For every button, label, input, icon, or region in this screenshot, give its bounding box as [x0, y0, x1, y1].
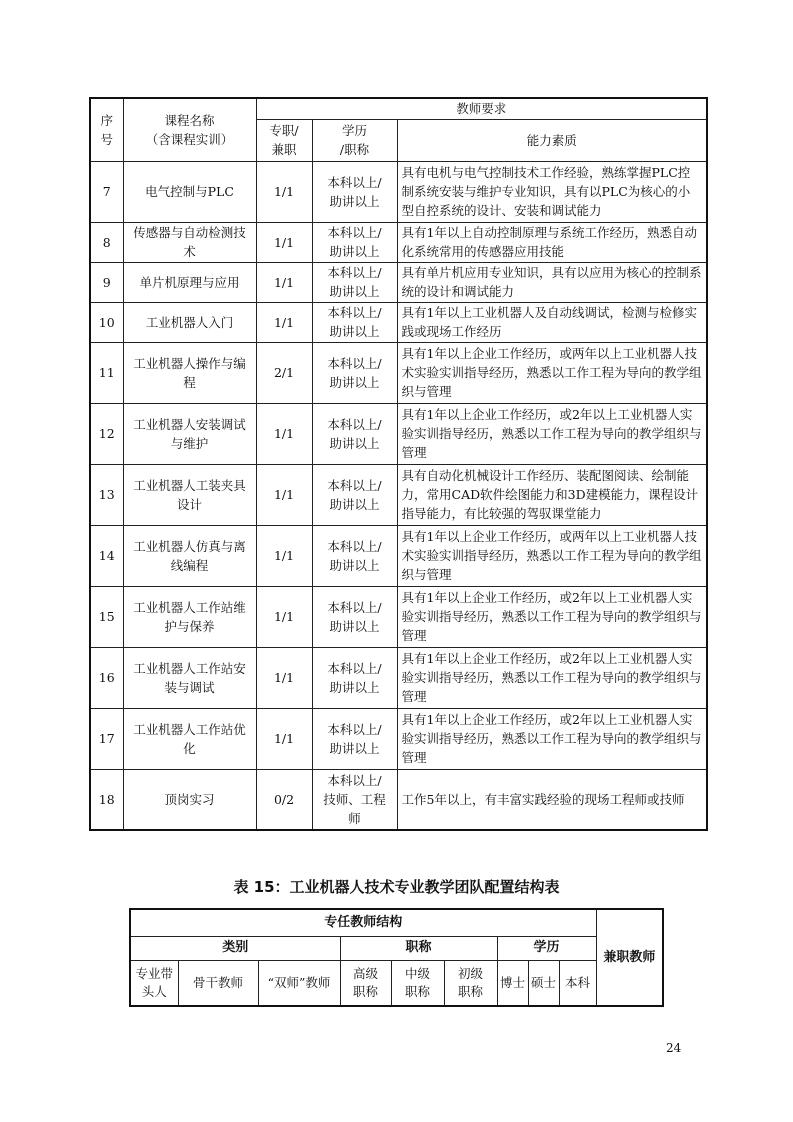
row-ability: 具有1年以上企业工作经历，或2年以上工业机器人实验实训指导经历，熟悉以工作工程为导向的教学组织与管理 — [397, 586, 707, 647]
sub-header: “双师”教师 — [258, 960, 340, 1006]
row-ratio: 1/1 — [256, 262, 312, 302]
row-index: 16 — [90, 647, 123, 708]
sub-header: 专业带 头人 — [130, 960, 178, 1006]
table-row — [90, 403, 707, 464]
row-index: 9 — [90, 262, 123, 302]
table-row — [90, 647, 707, 708]
row-index: 10 — [90, 302, 123, 342]
row-ratio: 1/1 — [256, 525, 312, 586]
table-row — [90, 222, 707, 262]
row-course: 单片机原理与应用 — [123, 262, 256, 302]
header-ratio: 专职/ 兼职 — [256, 119, 312, 161]
row-index: 17 — [90, 708, 123, 769]
row-index: 8 — [90, 222, 123, 262]
table-row — [90, 262, 707, 302]
row-course: 工业机器人工作站安 装与调试 — [123, 647, 256, 708]
header-course: 课程名称 （含课程实训） — [123, 98, 256, 161]
row-edu: 本科以上/ 技师、工程 师 — [312, 769, 397, 830]
row-edu: 本科以上/ 助讲以上 — [312, 342, 397, 403]
sub-header: 初级 职称 — [444, 960, 497, 1006]
table-row — [90, 769, 707, 830]
full-time-header: 专任教师结构 — [130, 909, 596, 936]
row-index: 14 — [90, 525, 123, 586]
row-edu: 本科以上/ 助讲以上 — [312, 222, 397, 262]
row-course: 顶岗实习 — [123, 769, 256, 830]
part-time-header: 兼职教师 — [596, 909, 663, 1006]
row-course: 电气控制与PLC — [123, 161, 256, 222]
row-edu: 本科以上/ 助讲以上 — [312, 647, 397, 708]
row-course: 工业机器人操作与编 程 — [123, 342, 256, 403]
row-ability: 具有电机与电气控制技术工作经验，熟练掌握PLC控制系统安装与维护专业知识，具有以PLC为核心的小型自控系统的设计、安装和调试能力 — [397, 161, 707, 222]
row-edu: 本科以上/ 助讲以上 — [312, 586, 397, 647]
degree-header: 学历 — [497, 936, 596, 960]
row-ability: 具有1年以上工业机器人及自动线调试，检测与检修实践或现场工作经历 — [397, 302, 707, 342]
row-index: 15 — [90, 586, 123, 647]
row-ability: 具有1年以上企业工作经历，或两年以上工业机器人技术实验实训指导经历，熟悉以工作工程为导向的教学组织与管理 — [397, 525, 707, 586]
sub-header: 本科 — [559, 960, 596, 1006]
row-ability: 具有1年以上企业工作经历，或2年以上工业机器人实验实训指导经历，熟悉以工作工程为导向的教学组织与管理 — [397, 647, 707, 708]
teacher-requirements-table — [89, 97, 708, 831]
table-caption: 表 15：工业机器人技术专业教学团队配置结构表 — [233, 878, 560, 896]
row-edu: 本科以上/ 助讲以上 — [312, 302, 397, 342]
sub-header: 博士 — [497, 960, 528, 1006]
row-index: 7 — [90, 161, 123, 222]
header-ability: 能力素质 — [397, 119, 707, 161]
row-ability: 工作5年以上，有丰富实践经验的现场工程师或技师 — [397, 769, 707, 830]
row-ratio: 1/1 — [256, 161, 312, 222]
row-edu: 本科以上/ 助讲以上 — [312, 403, 397, 464]
row-ratio: 1/1 — [256, 708, 312, 769]
header-edu: 学历 /职称 — [312, 119, 397, 161]
row-ratio: 2/1 — [256, 342, 312, 403]
row-ratio: 1/1 — [256, 222, 312, 262]
row-edu: 本科以上/ 助讲以上 — [312, 525, 397, 586]
row-edu: 本科以上/ 助讲以上 — [312, 161, 397, 222]
row-ability: 具有1年以上企业工作经历，或两年以上工业机器人技术实验实训指导经历，熟悉以工作工程为导向的教学组织与管理 — [397, 342, 707, 403]
row-ability: 具有单片机应用专业知识，具有以应用为核心的控制系统的设计和调试能力 — [397, 262, 707, 302]
category-header: 类别 — [130, 936, 340, 960]
row-ratio: 1/1 — [256, 464, 312, 525]
row-course: 工业机器人安装调试 与维护 — [123, 403, 256, 464]
row-course: 工业机器人工装夹具 设计 — [123, 464, 256, 525]
row-course: 工业机器人仿真与离 线编程 — [123, 525, 256, 586]
row-ability: 具有1年以上企业工作经历，或2年以上工业机器人实验实训指导经历，熟悉以工作工程为导向的教学组织与管理 — [397, 403, 707, 464]
page-number: 24 — [666, 1041, 682, 1055]
row-ratio: 1/1 — [256, 403, 312, 464]
sub-header: 骨干教师 — [178, 960, 258, 1006]
row-ability: 具有自动化机械设计工作经历、装配图阅读、绘制能力，常用CAD软件绘图能力和3D建模能力，课程设计指导能力，有比较强的驾驭课堂能力 — [397, 464, 707, 525]
row-index: 13 — [90, 464, 123, 525]
row-edu: 本科以上/ 助讲以上 — [312, 708, 397, 769]
row-course: 工业机器人工作站维 护与保养 — [123, 586, 256, 647]
row-course: 工业机器人入门 — [123, 302, 256, 342]
sub-header: 硕士 — [528, 960, 559, 1006]
title-header: 职称 — [340, 936, 497, 960]
row-edu: 本科以上/ 助讲以上 — [312, 262, 397, 302]
table-row — [90, 464, 707, 525]
table-row — [90, 161, 707, 222]
row-ability: 具有1年以上自动控制原理与系统工作经历，熟悉自动化系统常用的传感器应用技能 — [397, 222, 707, 262]
table-row — [90, 342, 707, 403]
row-ability: 具有1年以上企业工作经历，或2年以上工业机器人实验实训指导经历，熟悉以工作工程为导向的教学组织与管理 — [397, 708, 707, 769]
row-ratio: 1/1 — [256, 586, 312, 647]
sub-header: 高级 职称 — [340, 960, 391, 1006]
table-row — [90, 708, 707, 769]
row-index: 12 — [90, 403, 123, 464]
row-index: 11 — [90, 342, 123, 403]
team-structure-table — [129, 908, 664, 1007]
header-teacher-req: 教师要求 — [256, 98, 707, 119]
table-row — [90, 302, 707, 342]
row-ratio: 1/1 — [256, 647, 312, 708]
row-ratio: 1/1 — [256, 302, 312, 342]
table-row — [90, 586, 707, 647]
row-edu: 本科以上/ 助讲以上 — [312, 464, 397, 525]
table-row — [90, 525, 707, 586]
sub-header: 中级 职称 — [391, 960, 444, 1006]
header-index: 序 号 — [90, 98, 123, 161]
row-index: 18 — [90, 769, 123, 830]
row-course: 工业机器人工作站优 化 — [123, 708, 256, 769]
row-ratio: 0/2 — [256, 769, 312, 830]
row-course: 传感器与自动检测技 术 — [123, 222, 256, 262]
